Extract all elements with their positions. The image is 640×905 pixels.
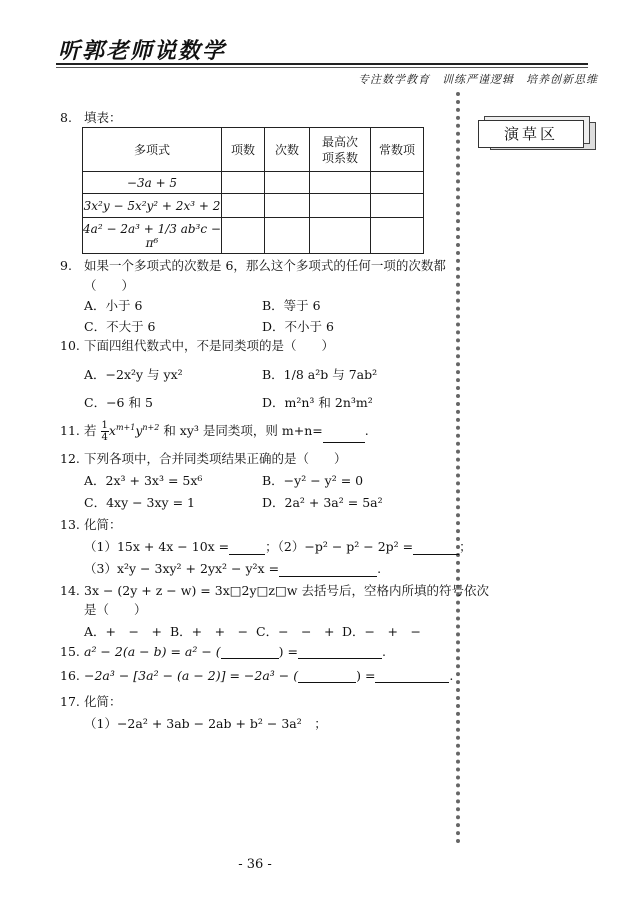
header-slogan: 专注数学教育 训练严谨逻辑 培养创新思维	[358, 73, 598, 86]
header-rule	[56, 63, 588, 65]
cell-empty[interactable]	[222, 172, 265, 194]
option-c[interactable]: C．− − +	[256, 624, 335, 639]
option-d[interactable]: D．m²n³ 和 2n³m²	[262, 395, 373, 410]
q-text: （3）x²y − 3xy² + 2yx² − y²x =	[84, 561, 280, 576]
question-11	[60, 420, 369, 443]
option-a[interactable]: A．2x³ + 3x³ = 5x⁶	[84, 473, 203, 488]
question-13	[60, 515, 122, 533]
th-degree: 次数	[265, 128, 310, 172]
answer-blank[interactable]	[221, 646, 279, 659]
q-number: 14.	[60, 583, 80, 598]
option-c[interactable]: C．−6 和 5	[84, 395, 153, 410]
q-number: 11.	[60, 423, 80, 438]
answer-paren: （ ）	[84, 278, 135, 293]
cell-empty[interactable]	[265, 194, 310, 218]
q-text: −2a³ − [3a² − (a − 2)] = −2a³ − (	[84, 668, 299, 683]
q-text: 下列各项中，合并同类项结果正确的是（ ）	[84, 451, 347, 466]
option-b[interactable]: B．−y² − y² = 0	[262, 473, 364, 488]
q-text-end: .	[377, 561, 382, 576]
answer-paren: 是（ ）	[84, 602, 147, 617]
cell-empty[interactable]	[265, 218, 310, 254]
brand-title: 听郭老师说数学	[58, 39, 227, 64]
q-number: 15.	[60, 644, 80, 659]
q-number: 9.	[60, 258, 72, 273]
option-a[interactable]: A．小于 6	[84, 298, 143, 313]
option-b[interactable]: B．+ + −	[170, 624, 249, 639]
option-a[interactable]: A．+ − +	[84, 624, 162, 639]
row-poly-2: 3x²y − 5x²y² + 2x³ + 2	[83, 194, 222, 218]
q17-sub-1: （1）−2a² + 3ab − 2ab + b² − 3a² ；	[84, 716, 327, 731]
q-text-end: .	[449, 668, 454, 683]
cell-empty[interactable]	[265, 172, 310, 194]
option-d[interactable]: D．不小于 6	[262, 319, 334, 334]
scratch-label: 演草区	[478, 120, 584, 148]
th-polynomial: 多项式	[83, 128, 222, 172]
q-number: 17.	[60, 694, 80, 709]
cell-empty[interactable]	[310, 172, 371, 194]
q-text: 和 xy³ 是同类项，则 m+n=	[163, 423, 323, 438]
option-b[interactable]: B．1/8 a²b 与 7ab²	[262, 367, 378, 382]
question-12	[60, 449, 347, 467]
answer-blank[interactable]	[323, 430, 365, 443]
q-text: 填表：	[84, 110, 122, 125]
q-text-end: .	[381, 644, 386, 659]
option-b[interactable]: B．等于 6	[262, 298, 321, 313]
q-text: ；	[459, 539, 472, 554]
q-text: ) =	[356, 668, 376, 683]
q13-line-1	[84, 537, 472, 555]
option-a[interactable]: A．−2x²y 与 yx²	[84, 367, 183, 382]
polynomial-table	[82, 127, 424, 254]
header-rule-thin	[56, 67, 588, 68]
option-c[interactable]: C．4xy − 3xy = 1	[84, 495, 195, 510]
cell-empty[interactable]	[310, 194, 371, 218]
q-number: 12.	[60, 451, 80, 466]
q-text: 如果一个多项式的次数是 6，那么这个多项式的任何一项的次数都	[84, 258, 446, 273]
question-17	[60, 692, 122, 710]
q-text: a² − 2(a − b) = a² − (	[84, 644, 221, 659]
q-text: 下面四组代数式中，不是同类项的是（ ）	[84, 338, 335, 353]
option-d[interactable]: D．2a² + 3a² = 5a²	[262, 495, 383, 510]
question-8	[60, 108, 122, 126]
answer-blank[interactable]	[298, 670, 356, 683]
row-poly-3: 4a² − 2a³ + 1/3 ab³c − π⁶	[83, 218, 222, 254]
q13-line-2	[84, 559, 381, 577]
question-15	[60, 644, 386, 659]
th-constant: 常数项	[371, 128, 424, 172]
answer-blank[interactable]	[298, 646, 382, 659]
question-14	[60, 581, 489, 599]
answer-blank[interactable]	[375, 670, 449, 683]
option-d[interactable]: D．− + −	[342, 624, 421, 639]
question-9	[60, 256, 446, 274]
answer-blank[interactable]	[413, 542, 459, 555]
option-c[interactable]: C．不大于 6	[84, 319, 156, 334]
cell-empty[interactable]	[222, 194, 265, 218]
th-term-count: 项数	[222, 128, 265, 172]
q-number: 10.	[60, 338, 80, 353]
th-leading-coef: 最高次 项系数	[310, 128, 371, 172]
answer-blank[interactable]	[229, 542, 265, 555]
cell-empty[interactable]	[222, 218, 265, 254]
q-text: 3x − (2y + z − w) = 3x□2y□z□w 去括号后，空格内所填的符号依次	[84, 583, 489, 598]
cell-empty[interactable]	[371, 194, 424, 218]
q-number: 8.	[60, 110, 72, 125]
q-text-end: .	[364, 423, 369, 438]
q-text: 若	[84, 423, 97, 438]
fraction-one-quarter: $\frac{1}{4}$	[101, 420, 108, 443]
scratch-area-tag	[478, 116, 596, 148]
q-text: ；（2）−p² − p² − 2p² =	[265, 539, 414, 554]
q-number: 13.	[60, 517, 80, 532]
q-text: 化简：	[84, 694, 122, 709]
q-text: ) =	[278, 644, 298, 659]
answer-blank[interactable]	[279, 564, 377, 577]
column-divider	[456, 92, 460, 844]
q-number: 16.	[60, 668, 80, 683]
q-text: 化简：	[84, 517, 122, 532]
cell-empty[interactable]	[310, 218, 371, 254]
question-16	[60, 668, 453, 683]
cell-empty[interactable]	[371, 218, 424, 254]
question-10	[60, 336, 334, 354]
term-xm1yn2: $x^{m+1}y^{n+2}$	[108, 422, 160, 438]
q-text: （1）15x + 4x − 10x =	[84, 539, 230, 554]
row-poly-1: −3a + 5	[83, 172, 222, 194]
page-number: - 36 -	[238, 857, 272, 872]
cell-empty[interactable]	[371, 172, 424, 194]
